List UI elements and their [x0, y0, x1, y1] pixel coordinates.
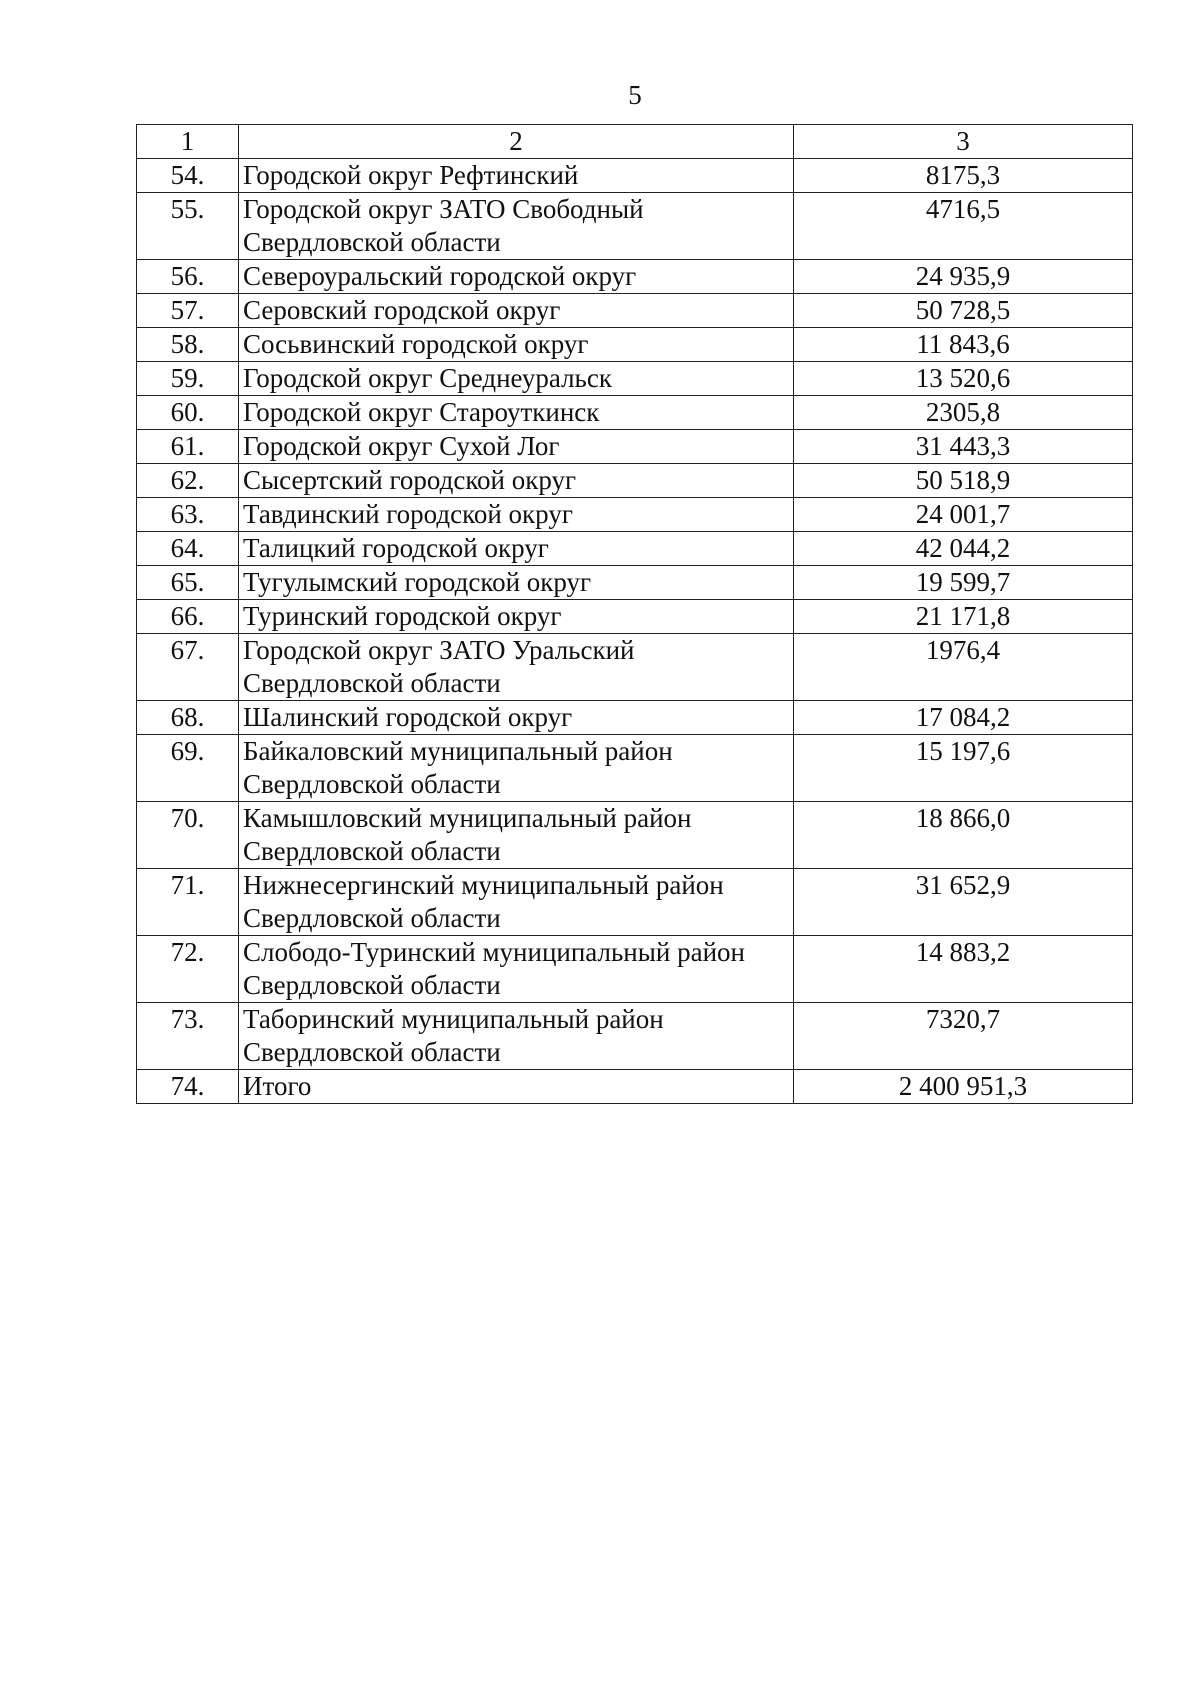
column-header: 1 [137, 125, 239, 159]
row-name: Слободо-Туринский муниципальный район Свердловской области [239, 936, 794, 1003]
row-number: 65. [137, 566, 239, 600]
table-row [137, 193, 1133, 260]
row-name: Тавдинский городской округ [239, 498, 794, 532]
row-value: 4716,5 [794, 193, 1133, 260]
table-row [137, 159, 1133, 193]
row-name: Талицкий городской округ [239, 532, 794, 566]
table-row [137, 600, 1133, 634]
row-name: Сысертский городской округ [239, 464, 794, 498]
row-value: 42 044,2 [794, 532, 1133, 566]
table-row [137, 634, 1133, 701]
table-row [137, 260, 1133, 294]
row-value: 8175,3 [794, 159, 1133, 193]
row-value: 50 518,9 [794, 464, 1133, 498]
row-number: 68. [137, 701, 239, 735]
data-table [136, 124, 1133, 1104]
table-row [137, 294, 1133, 328]
row-value: 21 171,8 [794, 600, 1133, 634]
row-name: Городской округ Староуткинск [239, 396, 794, 430]
table-row [137, 328, 1133, 362]
table-row [137, 464, 1133, 498]
row-name: Серовский городской округ [239, 294, 794, 328]
row-number: 56. [137, 260, 239, 294]
row-number: 58. [137, 328, 239, 362]
row-number: 64. [137, 532, 239, 566]
page-number: 5 [628, 80, 642, 110]
row-value: 7320,7 [794, 1003, 1133, 1070]
row-value: 24 001,7 [794, 498, 1133, 532]
row-value: 1976,4 [794, 634, 1133, 701]
row-value: 2305,8 [794, 396, 1133, 430]
row-value: 17 084,2 [794, 701, 1133, 735]
row-name: Шалинский городской округ [239, 701, 794, 735]
row-name: Нижнесергинский муниципальный район Свердловской области [239, 869, 794, 936]
row-number: 74. [137, 1070, 239, 1104]
row-value: 18 866,0 [794, 802, 1133, 869]
row-number: 54. [137, 159, 239, 193]
table-row [137, 498, 1133, 532]
row-name: Городской округ Рефтинский [239, 159, 794, 193]
row-number: 67. [137, 634, 239, 701]
row-value: 31 443,3 [794, 430, 1133, 464]
row-value: 24 935,9 [794, 260, 1133, 294]
row-number: 72. [137, 936, 239, 1003]
row-value: 50 728,5 [794, 294, 1133, 328]
row-number: 57. [137, 294, 239, 328]
table-row [137, 1003, 1133, 1070]
row-name: Городской округ Среднеуральск [239, 362, 794, 396]
column-header: 3 [794, 125, 1133, 159]
row-number: 60. [137, 396, 239, 430]
row-value: 15 197,6 [794, 735, 1133, 802]
table-row [137, 430, 1133, 464]
table-body [137, 125, 1133, 1104]
row-number: 70. [137, 802, 239, 869]
table-row [137, 566, 1133, 600]
row-name: Городской округ Сухой Лог [239, 430, 794, 464]
row-name: Городской округ ЗАТО Свободный Свердловской области [239, 193, 794, 260]
row-name: Таборинский муниципальный район Свердловской области [239, 1003, 794, 1070]
table-row [137, 802, 1133, 869]
row-value: 13 520,6 [794, 362, 1133, 396]
table-row [137, 396, 1133, 430]
table-row [137, 1070, 1133, 1104]
row-value: 31 652,9 [794, 869, 1133, 936]
row-value: 11 843,6 [794, 328, 1133, 362]
row-number: 69. [137, 735, 239, 802]
table-row [137, 936, 1133, 1003]
row-number: 55. [137, 193, 239, 260]
row-name: Городской округ ЗАТО Уральский Свердловской области [239, 634, 794, 701]
table-row [137, 869, 1133, 936]
row-name: Североуральский городской округ [239, 260, 794, 294]
row-number: 71. [137, 869, 239, 936]
row-name: Туринский городской округ [239, 600, 794, 634]
table-row [137, 735, 1133, 802]
table-header-row [137, 125, 1133, 159]
row-number: 59. [137, 362, 239, 396]
row-value: 2 400 951,3 [794, 1070, 1133, 1104]
row-name: Байкаловский муниципальный район Свердловской области [239, 735, 794, 802]
row-number: 63. [137, 498, 239, 532]
row-number: 61. [137, 430, 239, 464]
table-row [137, 362, 1133, 396]
row-name: Сосьвинский городской округ [239, 328, 794, 362]
row-name: Тугулымский городской округ [239, 566, 794, 600]
row-number: 66. [137, 600, 239, 634]
row-value: 14 883,2 [794, 936, 1133, 1003]
row-number: 62. [137, 464, 239, 498]
row-value: 19 599,7 [794, 566, 1133, 600]
row-name: Камышловский муниципальный район Свердловской области [239, 802, 794, 869]
row-name: Итого [239, 1070, 794, 1104]
table-row [137, 532, 1133, 566]
row-number: 73. [137, 1003, 239, 1070]
table-row [137, 701, 1133, 735]
column-header: 2 [239, 125, 794, 159]
